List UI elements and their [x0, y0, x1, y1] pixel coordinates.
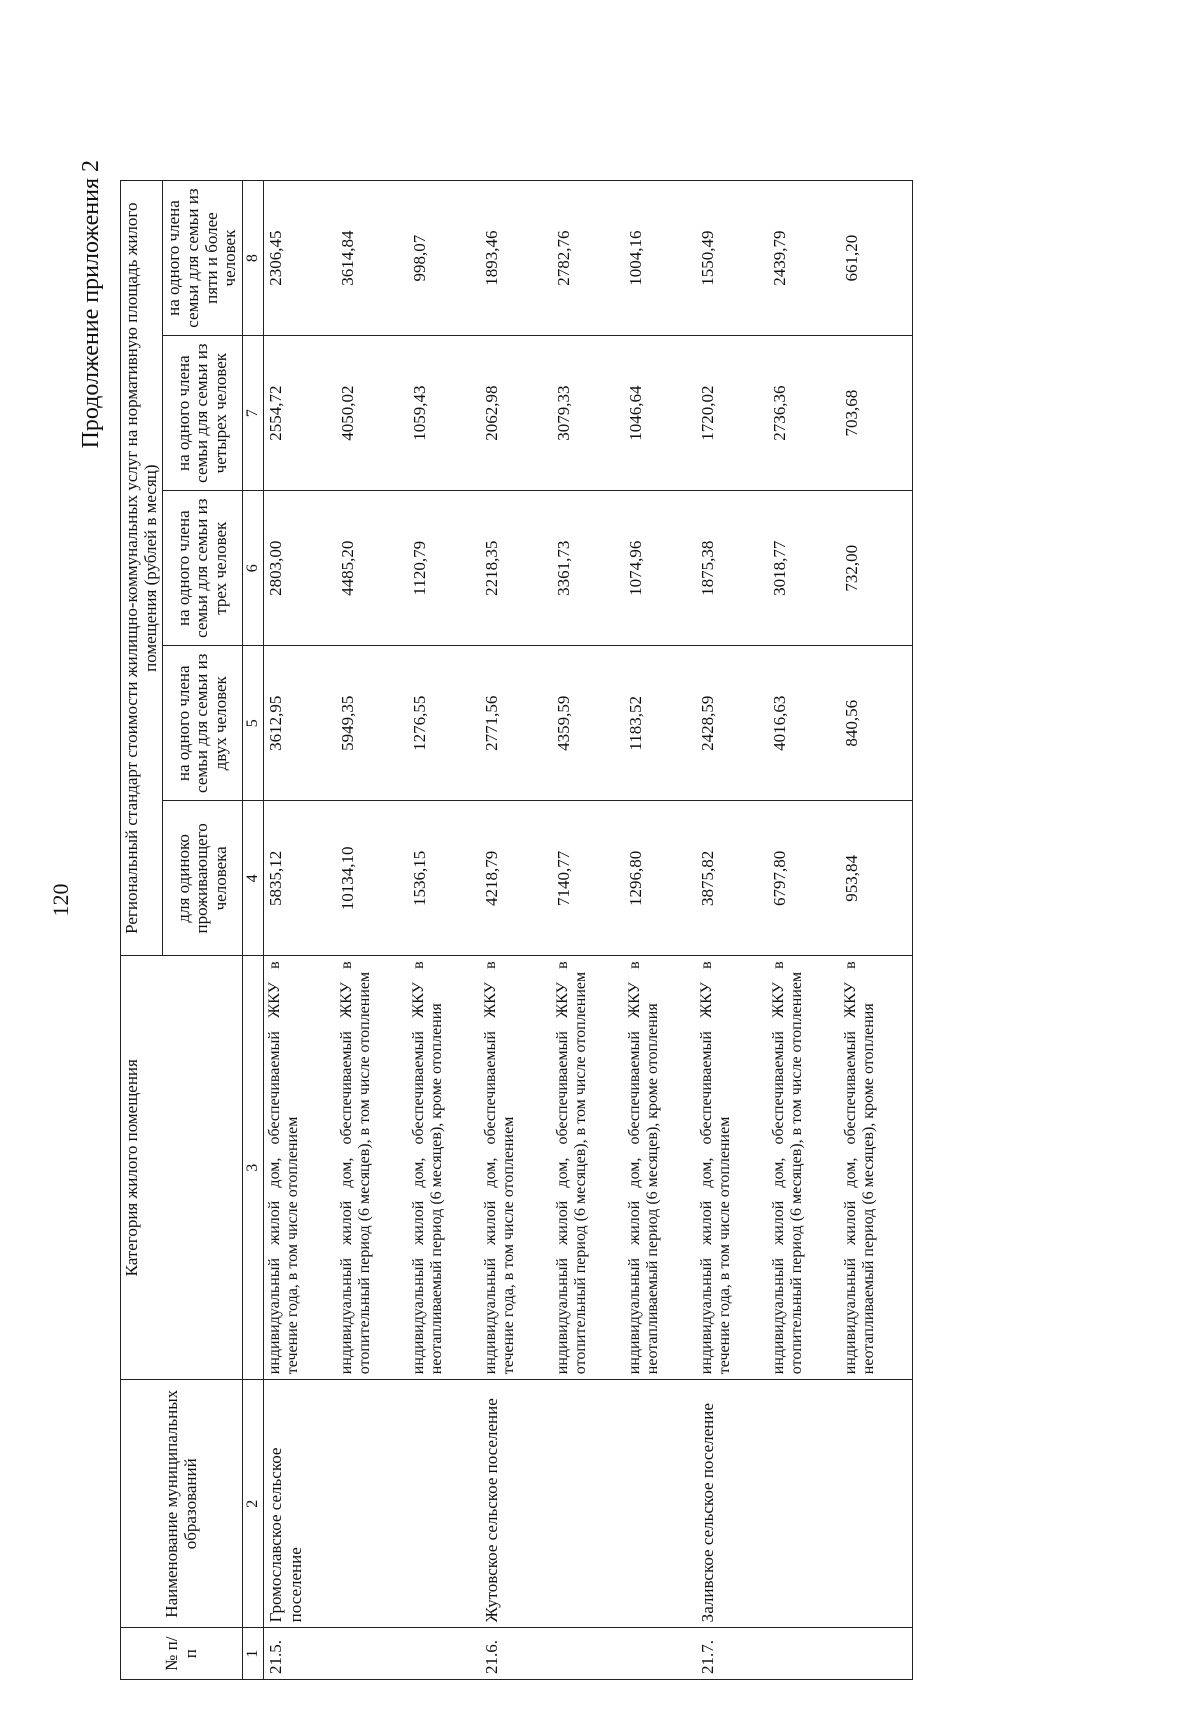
value-col-8: 1004,16 [624, 181, 696, 336]
standards-table [120, 180, 913, 1680]
value-col-4: 953,84 [840, 801, 913, 956]
municipality-name [336, 1380, 408, 1628]
header-c7: на одного члена семьи для семьи из четырех человек [163, 336, 243, 491]
municipality-name: Громославское сельское поселение [263, 1380, 336, 1628]
value-col-4: 5835,12 [263, 801, 336, 956]
page-number: 120 [48, 883, 73, 917]
value-col-6: 4485,20 [336, 491, 408, 646]
value-col-7: 1720,02 [696, 336, 768, 491]
table-row [696, 181, 768, 1680]
value-col-6: 1875,38 [696, 491, 768, 646]
rotated-page [40, 120, 1130, 1680]
municipality-name: Жутовское сельское поселение [480, 1380, 552, 1628]
value-col-8: 1893,46 [480, 181, 552, 336]
value-col-7: 2736,36 [768, 336, 840, 491]
value-col-5: 1276,55 [408, 646, 480, 801]
value-col-6: 732,00 [840, 491, 913, 646]
housing-category: индивидуальный жилой дом, обеспечиваемый ЖКУ в отопительный период (6 месяцев), в том числе отоплением [768, 956, 840, 1380]
housing-category: индивидуальный жилой дом, обеспечиваемый ЖКУ в течение года, в том числе отоплением [696, 956, 768, 1380]
value-col-5: 1183,52 [624, 646, 696, 801]
table-row [552, 181, 624, 1680]
row-number: 21.7. [696, 1628, 768, 1680]
value-col-8: 2782,76 [552, 181, 624, 336]
value-col-8: 661,20 [840, 181, 913, 336]
colnum: 4 [243, 801, 264, 956]
value-col-8: 998,07 [408, 181, 480, 336]
row-number [336, 1628, 408, 1680]
housing-category: индивидуальный жилой дом, обеспечиваемый ЖКУ в отопительный период (6 месяцев), в том числе отоплением [336, 956, 408, 1380]
value-col-4: 7140,77 [552, 801, 624, 956]
table-row [480, 181, 552, 1680]
header-c8: на одного члена семьи для семьи из пяти и более человек [163, 181, 243, 336]
value-col-5: 3612,95 [263, 646, 336, 801]
value-col-5: 2771,56 [480, 646, 552, 801]
municipality-name: Заливское сельское поселение [696, 1380, 768, 1628]
value-col-6: 2218,35 [480, 491, 552, 646]
value-col-7: 1059,43 [408, 336, 480, 491]
colnum: 7 [243, 336, 264, 491]
value-col-5: 4359,59 [552, 646, 624, 801]
colnum: 1 [243, 1628, 264, 1680]
row-number [624, 1628, 696, 1680]
housing-category: индивидуальный жилой дом, обеспечиваемый ЖКУ в отопительный период (6 месяцев), в том числе отоплением [552, 956, 624, 1380]
value-col-7: 703,68 [840, 336, 913, 491]
value-col-7: 3079,33 [552, 336, 624, 491]
value-col-7: 2554,72 [263, 336, 336, 491]
table-body [263, 181, 912, 1680]
row-number: 21.5. [263, 1628, 336, 1680]
header-c4: для одиноко проживающего человека [163, 801, 243, 956]
header-num: № п/п [121, 1628, 243, 1680]
value-col-7: 2062,98 [480, 336, 552, 491]
colnum: 8 [243, 181, 264, 336]
header-c5: на одного члена семьи для семьи из двух человек [163, 646, 243, 801]
colnum: 2 [243, 1380, 264, 1628]
municipality-name [408, 1380, 480, 1628]
row-number [840, 1628, 913, 1680]
colnum: 5 [243, 646, 264, 801]
value-col-5: 840,56 [840, 646, 913, 801]
housing-category: индивидуальный жилой дом, обеспечиваемый ЖКУ в неотапливаемый период (6 месяцев), кроме отопления [840, 956, 913, 1380]
municipality-name [624, 1380, 696, 1628]
table-row [768, 181, 840, 1680]
row-number [408, 1628, 480, 1680]
row-number: 21.6. [480, 1628, 552, 1680]
table-row [408, 181, 480, 1680]
value-col-7: 1046,64 [624, 336, 696, 491]
value-col-6: 3361,73 [552, 491, 624, 646]
value-col-4: 10134,10 [336, 801, 408, 956]
value-col-7: 4050,02 [336, 336, 408, 491]
value-col-5: 4016,63 [768, 646, 840, 801]
housing-category: индивидуальный жилой дом, обеспечиваемый ЖКУ в неотапливаемый период (6 месяцев), кроме отопления [408, 956, 480, 1380]
table-row [263, 181, 336, 1680]
header-c6: на одного члена семьи для семьи из трех человек [163, 491, 243, 646]
header-name: Наименование муниципальных образований [121, 1380, 243, 1628]
table-row [336, 181, 408, 1680]
table-row [840, 181, 913, 1680]
value-col-8: 2306,45 [263, 181, 336, 336]
value-col-8: 3614,84 [336, 181, 408, 336]
value-col-6: 2803,00 [263, 491, 336, 646]
row-number [552, 1628, 624, 1680]
value-col-6: 3018,77 [768, 491, 840, 646]
colnum: 6 [243, 491, 264, 646]
housing-category: индивидуальный жилой дом, обеспечиваемый ЖКУ в неотапливаемый период (6 месяцев), кроме отопления [624, 956, 696, 1380]
row-number [768, 1628, 840, 1680]
value-col-4: 3875,82 [696, 801, 768, 956]
housing-category: индивидуальный жилой дом, обеспечиваемый ЖКУ в течение года, в том числе отоплением [480, 956, 552, 1380]
value-col-4: 1296,80 [624, 801, 696, 956]
continuation-heading: Продолжение приложения 2 [78, 160, 104, 449]
municipality-name [552, 1380, 624, 1628]
value-col-5: 2428,59 [696, 646, 768, 801]
value-col-5: 5949,35 [336, 646, 408, 801]
value-col-4: 1536,15 [408, 801, 480, 956]
table-row [624, 181, 696, 1680]
housing-category: индивидуальный жилой дом, обеспечиваемый ЖКУ в течение года, в том числе отоплением [263, 956, 336, 1380]
municipality-name [768, 1380, 840, 1628]
value-col-6: 1074,96 [624, 491, 696, 646]
value-col-8: 2439,79 [768, 181, 840, 336]
header-standard: Региональный стандарт стоимости жилищно-коммунальных услуг на нормативную площадь жилого помещения (рублей в месяц) [121, 181, 163, 956]
value-col-4: 4218,79 [480, 801, 552, 956]
colnum: 3 [243, 956, 264, 1380]
header-category: Категория жилого помещения [121, 956, 243, 1380]
value-col-4: 6797,80 [768, 801, 840, 956]
value-col-8: 1550,49 [696, 181, 768, 336]
municipality-name [840, 1380, 913, 1628]
value-col-6: 1120,79 [408, 491, 480, 646]
